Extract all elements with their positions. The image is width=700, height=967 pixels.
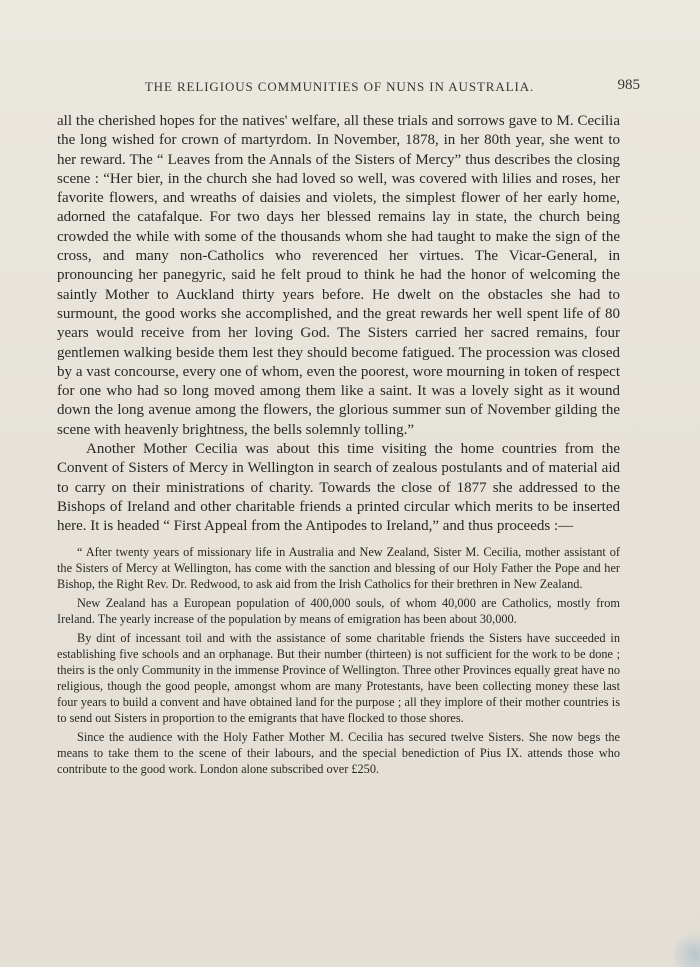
paragraph-cecilia-death: all the cherished hopes for the natives' welfare, all these trials and sorrows gave to M. Cecilia the long wished for crown of martyrdom. In November, 1878, in her 80th year, she went to her reward. The “ Leaves from the Annals of the Sisters of Mercy” thus describes the closing scene : “Her bier, in the church she had loved so well, was covered with lilies and roses, her favorite flowers, and wreaths of daisies and violets, the simplest flower of her early home, adorned the catafalque. For two days her blessed remains lay in state, the church being crowded the while with some of the thousands whom she had taught to make the sign of the cross, and many non-Catholics who reverenced her virtues. The Vicar-General, in pronouncing her panegyric, said he felt proud to think he had the honor of welcoming the saintly Mother to Auckland thirty years before. He dwelt on the obstacles she had to surmount, the good works she accomplished, and the great rewards her well spent life of 80 years would receive from her loving God. The Sisters carried her sacred remains, four gentlemen walking beside them lest they should become fatigued. The procession was closed by a vast concourse, every one of whom, even the poorest, wore mourning in token of respect for one who had so long moved among them like a saint. It was a lovely sight as it wound down the long avenue among the flowers, the glorious summer sun of November gilding the scene with heavenly brightness, the bells solemnly tolling.” bbox=[57, 113, 620, 438]
quote-paragraph-audience: Since the audience with the Holy Father Mother M. Cecilia has secured twelve Sisters. She now begs the means to take them to the scene of their labours, and the special benediction of Pius IX. attends those who contribute to the good work. London alone subscribed over £250. bbox=[57, 729, 620, 776]
quote-paragraph-population: New Zealand has a European population of 400,000 souls, of whom 40,000 are Catholics, mostly from Ireland. The yearly increase of the population by means of emigration has been about 30,000. bbox=[57, 595, 620, 626]
page-corner-stain bbox=[674, 927, 700, 967]
running-title: THE RELIGIOUS COMMUNITIES OF NUNS IN AUSTRALIA. bbox=[144, 79, 535, 94]
quote-paragraph-schools: By dint of incessant toil and with the assistance of some charitable friends the Sisters have succeeded in establishing five schools and an orphanage. But their number (thirteen) is not sufficient for the work to be done ; theirs is the only Community in the immense Province of Wellington. Three other Provinces equally great have no religious, though the good people, amongst whom are many Protestants, have been collecting money these last four years to build a convent and have obtained land for the purpose ; all they implore of their mother countries is to send out Sisters in proportion to the emigrants that have flocked to those shores. bbox=[57, 630, 620, 725]
running-head bbox=[57, 77, 640, 99]
quote-paragraph-intro: “ After twenty years of missionary life in Australia and New Zealand, Sister M. Cecilia, mother assistant of the Sisters of Mercy at Wellington, has come with the sanction and blessing of our Holy Father the Pope and her Bishop, the Right Rev. Dr. Redwood, to ask aid from the Irish Catholics for their brethren in New Zealand. bbox=[57, 544, 620, 591]
body-text bbox=[57, 112, 620, 780]
main-text bbox=[57, 112, 620, 537]
paragraph-another-cecilia: Another Mother Cecilia was about this time visiting the home countries from the Convent of Sisters of Mercy in Wellington in search of zealous postulants and of material aid to carry on their ministrations of charity. Towards the close of 1877 she addressed to the Bishops of Ireland and other charitable friends a printed circular which merits to be inserted here. It is headed “ First Appeal from the Antipodes to Ireland,” and thus proceeds :— bbox=[57, 441, 620, 535]
page-number: 985 bbox=[617, 77, 640, 93]
appeal-quotation bbox=[57, 544, 620, 777]
